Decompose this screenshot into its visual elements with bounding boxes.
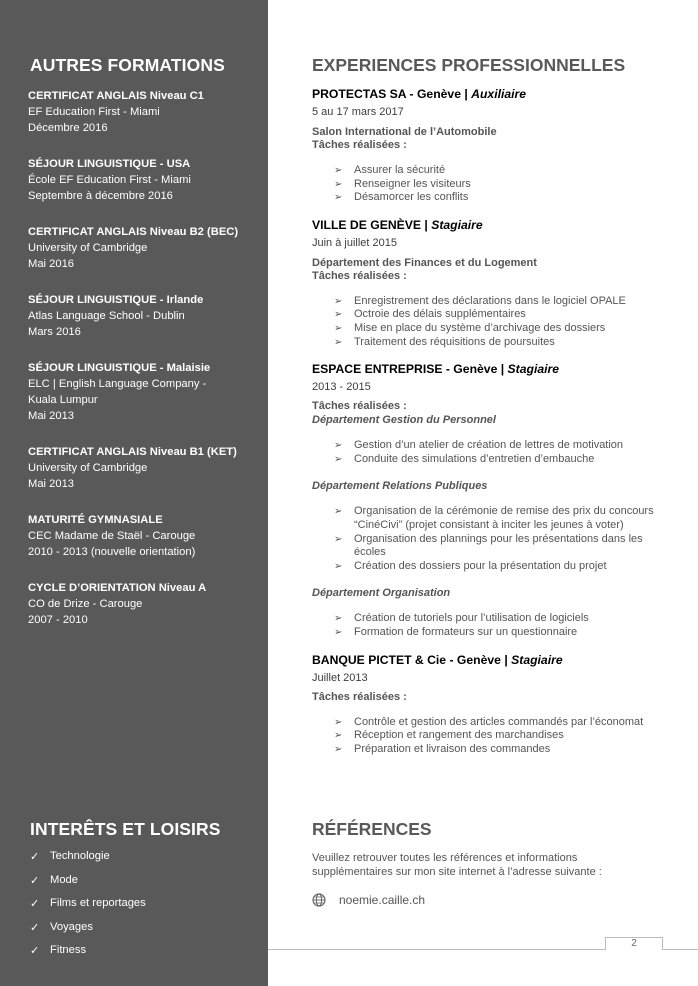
formation-item [28,360,263,424]
job-entry [312,652,672,757]
check-icon: ✓ [30,898,40,911]
task-text: Conduite des simulations d’entretien d’embauche [354,452,595,465]
formation-title: CYCLE D’ORIENTATION Niveau A [28,582,207,594]
job-dates: 5 au 17 mars 2017 [312,106,404,118]
formation-line: 2007 - 2010 [28,614,88,626]
task-item [334,533,672,560]
job-role: Stagiaire [431,217,483,232]
tasks-label: Tâches réalisées : [312,139,407,151]
formation-line: ELC | English Language Company - [28,378,207,390]
tasks-label: Tâches réalisées : [312,400,407,413]
job-employer: ESPACE ENTREPRISE - Genève | [312,362,508,377]
task-text: Contrôle et gestion des articles commandés par l’économat [354,715,644,728]
task-item [334,295,672,309]
tasks-label: Tâches réalisées : [312,690,407,703]
task-text: Réception et rangement des marchandises [354,729,564,742]
job-role: Auxiliaire [471,87,527,101]
arrow-bullet-icon: ➢ [334,165,343,176]
arrow-bullet-icon: ➢ [334,506,343,518]
formation-item [28,224,263,272]
task-item [334,191,672,205]
job-title [312,217,672,233]
task-list [334,505,672,573]
website-link[interactable]: noemie.caille.ch [339,893,426,907]
subdepartment-title: Département Gestion du Personnel [312,414,496,427]
task-item [334,729,672,743]
task-item [334,164,672,178]
job-department: Salon International de l’Automobile [312,126,497,138]
formation-line: École EF Education First - Miami [28,174,191,186]
page-number: 2 [631,938,637,949]
formation-line: Mai 2013 [28,410,75,422]
formation-line: Mai 2016 [28,258,75,270]
task-item [334,439,672,453]
job-employer: PROTECTAS SA - Genève | [312,87,472,101]
task-text: Assurer la sécurité [354,164,446,176]
formation-line: Kuala Lumpur [28,394,98,406]
arrow-bullet-icon: ➢ [334,533,343,545]
job-role: Stagiaire [507,362,560,377]
task-item [334,178,672,192]
task-list [334,164,672,205]
task-text: Mise en place du système d’archivage des dossiers [354,321,606,334]
formation-title: CERTIFICAT ANGLAIS Niveau C1 [28,90,204,102]
experiences-list [312,86,672,768]
task-item [334,322,672,336]
arrow-bullet-icon: ➢ [334,440,343,452]
interests-list [30,850,146,968]
arrow-bullet-icon: ➢ [334,626,343,638]
task-text: Enregistrement des déclarations dans le logiciel OPALE [354,294,626,307]
arrow-bullet-icon: ➢ [334,743,343,755]
arrow-bullet-icon: ➢ [334,453,343,465]
formation-line: 2010 - 2013 (nouvelle orientation) [28,546,196,558]
task-item [334,626,672,640]
arrow-bullet-icon: ➢ [334,192,343,204]
formation-title: SÉJOUR LINGUISTIQUE - Irlande [28,294,204,306]
task-item [334,453,672,467]
experiences-title: EXPERIENCES PROFESSIONNELLES [312,55,626,75]
task-text: Traitement des réquisitions de poursuites [354,335,555,348]
task-item [334,612,672,626]
job-role: Stagiaire [511,652,563,667]
formation-title: MATURITÉ GYMNASIALE [28,514,163,526]
job-title [312,86,672,102]
check-icon: ✓ [30,921,40,934]
interest-item [30,850,146,874]
task-list [334,612,672,639]
globe-icon [312,893,326,907]
task-text: Octroie des délais supplémentaires [354,308,526,321]
arrow-bullet-icon: ➢ [334,560,343,572]
job-employer: VILLE DE GENÈVE | [312,217,432,232]
task-text: Création des dossiers pour la présentation du projet [354,559,607,572]
interest-label: Films et reportages [50,897,146,910]
tasks-label: Tâches réalisées : [312,269,407,282]
job-dates: Juin à juillet 2015 [312,236,398,249]
task-text: Désamorcer les conflits [354,191,469,204]
task-text: Création de tutoriels pour l’utilisation de logiciels [354,612,589,625]
task-item [334,560,672,574]
formation-title: SÉJOUR LINGUISTIQUE - USA [28,158,191,170]
formation-title: CERTIFICAT ANGLAIS Niveau B1 (KET) [28,446,237,458]
job-entry [312,86,672,205]
interest-item [30,897,146,921]
interest-item [30,921,146,945]
formations-title: AUTRES FORMATIONS [30,55,225,75]
task-item [334,743,672,757]
task-item [334,505,672,532]
job-department: Département des Finances et du Logement [312,256,537,269]
website-line [312,893,425,907]
formation-line: Décembre 2016 [28,122,108,134]
check-icon: ✓ [30,874,40,887]
formation-title: CERTIFICAT ANGLAIS Niveau B2 (BEC) [28,226,239,238]
subdepartment-title: Département Organisation [312,587,451,600]
job-employer: BANQUE PICTET & Cie - Genève | [312,652,512,667]
sidebar [0,0,268,986]
job-entry [312,217,672,349]
subdepartment-title: Département Relations Publiques [312,480,488,493]
interest-label: Technologie [50,850,110,862]
task-list [334,295,672,349]
formation-item [28,156,263,204]
interest-item [30,944,146,968]
formation-line: University of Cambridge [28,242,148,254]
arrow-bullet-icon: ➢ [334,336,343,348]
task-text: Formation de formateurs sur un questionnaire [354,625,578,638]
formation-line: University of Cambridge [28,462,148,474]
arrow-bullet-icon: ➢ [334,716,343,728]
formation-line: Septembre à décembre 2016 [28,190,173,202]
arrow-bullet-icon: ➢ [334,322,343,334]
job-dates: Juillet 2013 [312,671,368,684]
arrow-bullet-icon: ➢ [334,730,343,742]
task-text: Préparation et livraison des commandes [354,742,551,755]
task-text: Organisation de la cérémonie de remise des prix du concours “CinéCivi” (projet consistant à inciter les jeunes à voter) [354,505,654,531]
formations-list [28,88,263,648]
formation-item [28,88,263,136]
arrow-bullet-icon: ➢ [334,309,343,321]
references-text: Veuillez retrouver toutes les références et informations supplémentaires sur mon site internet à l’adresse suivante : [312,852,602,878]
arrow-bullet-icon: ➢ [334,295,343,307]
task-text: Organisation des plannings pour les présentations dans les écoles [354,532,643,559]
formation-line: Mars 2016 [28,326,81,338]
interests-title: INTERÊTS ET LOISIRS [30,819,221,839]
task-item [334,716,672,730]
interest-label: Mode [50,873,78,886]
formation-line: Mai 2013 [28,478,75,490]
task-list [334,716,672,757]
formation-item [28,512,263,560]
job-entry [312,361,672,639]
job-title [312,652,672,668]
task-item [334,308,672,322]
interest-label: Voyages [50,920,93,933]
job-dates: 2013 - 2015 [312,381,371,394]
job-title [312,361,672,377]
task-item [334,336,672,350]
task-list [334,439,672,466]
check-icon: ✓ [30,945,40,958]
formation-line: EF Education First - Miami [28,106,160,118]
formation-item [28,444,263,492]
formation-line: CO de Drize - Carouge [28,598,143,610]
formation-line: CEC Madame de Staël - Carouge [28,530,196,542]
formation-title: SÉJOUR LINGUISTIQUE - Malaisie [28,362,211,374]
formation-item [28,580,263,628]
arrow-bullet-icon: ➢ [334,178,343,190]
interest-label: Fitness [50,944,87,957]
formation-line: Atlas Language School - Dublin [28,310,185,322]
task-text: Gestion d’un atelier de création de lettres de motivation [354,439,624,452]
references-title: RÉFÉRENCES [312,819,432,839]
arrow-bullet-icon: ➢ [334,613,343,625]
task-text: Renseigner les visiteurs [354,177,471,190]
interest-item [30,874,146,898]
check-icon: ✓ [30,851,40,863]
formation-item [28,292,263,340]
